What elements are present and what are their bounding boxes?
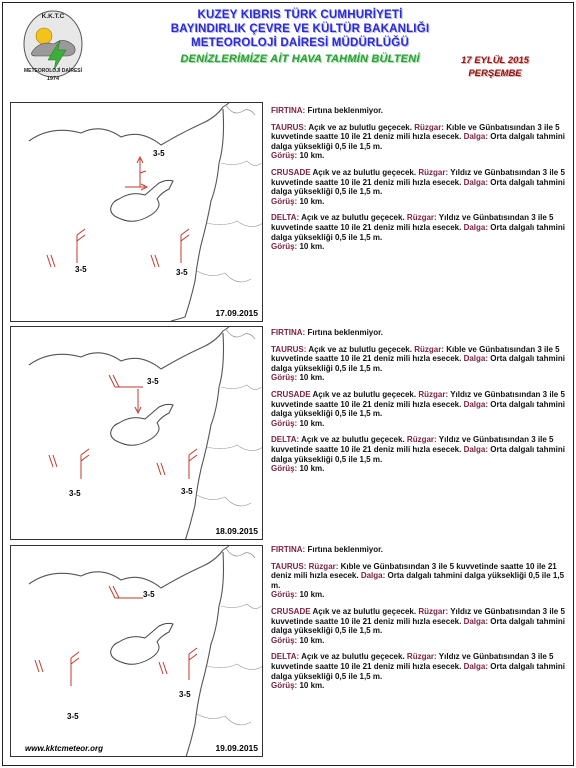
wind-barb [189, 648, 197, 654]
force-label-taurus: 3-5 [153, 149, 165, 158]
wind-label: Rüzgar: [414, 344, 444, 354]
wind-barb [163, 662, 167, 674]
taurus-wave: Orta dalgalı tahmini dalga yüksekliği 0,5 ile 1,5 m. [271, 132, 565, 151]
force-label-delta: 3-5 [181, 487, 193, 496]
crusade-forecast [271, 168, 567, 206]
wind-barb [181, 235, 189, 241]
storm-label: FIRTINA: [271, 106, 306, 115]
wave-label: Dalga: [463, 616, 489, 626]
header-line-ministry: BAYINDIRLIK ÇEVRE VE KÜLTÜR BAKANLIĞI [170, 23, 430, 35]
crusade-label: CRUSADE [271, 167, 311, 177]
visibility-label: Görüş: [271, 590, 298, 600]
crusade-wave: Orta dalgalı tahmini dalga yüksekliği 0,5 ile 1,5 m. [271, 616, 565, 636]
delta-wind: Yıldız ve Günbatısından 3 ile 5 kuvvetinde saatte 10 ile 21 deniz mili hızla esecek. [271, 435, 554, 454]
delta-weather: Açık ve az bulutlu geçecek. [301, 435, 405, 445]
crusade-wave: Orta dalgalı tahmini dalga yüksekliği 0,5 ile 1,5 m. [271, 177, 565, 197]
wind-label: Rüzgar: [418, 167, 449, 177]
crusade-visibility: 10 km. [299, 418, 325, 428]
taurus-weather: Açık ve az bulutlu geçecek. [308, 122, 412, 132]
logo-top-text: K.K.T.C [41, 13, 65, 20]
crusade-visibility: 10 km. [299, 635, 325, 645]
delta-wind: Yıldız ve Günbatısından 3 ile 5 kuvvetinde saatte 10 ile 21 deniz mili hızla esecek. [271, 652, 554, 671]
delta-wave: Orta dalgalı tahmini dalga yüksekliği 0,5 ile 1,5 m. [271, 222, 565, 242]
taurus-wind: Kıble ve Günbatısından 3 ile 5 kuvvetinde saatte 10 ile 21 deniz mili hızla esecek. [271, 344, 560, 364]
force-label-crusade: 3-5 [75, 265, 87, 274]
visibility-label: Görüş: [271, 196, 298, 206]
taurus-wind: Kıble ve Günbatısından 3 ile 5 kuvvetinde saatte 10 ile 21 deniz mili hızla esecek. [271, 122, 560, 142]
crusade-wave: Orta dalgalı tahmini dalga yüksekliği 0,5 ile 1,5 m. [271, 399, 565, 419]
wind-label: Rüzgar: [406, 435, 437, 445]
taurus-label: TAURUS: [271, 122, 307, 132]
taurus-label: TAURUS: [271, 344, 307, 354]
storm-label: FIRTINA: [271, 328, 306, 337]
crusade-visibility: 10 km. [299, 196, 325, 206]
logo-bottom-text: METEOROLOJİ DAİRESİ [23, 68, 83, 74]
wind-label: Rüzgar: [406, 652, 437, 662]
taurus-forecast [271, 123, 567, 161]
delta-weather: Açık ve az bulutlu geçecek. [301, 652, 405, 662]
force-label-taurus: 3-5 [143, 590, 155, 599]
forecast-map-day-2 [10, 326, 263, 540]
delta-label: DELTA: [271, 435, 300, 445]
crusade-label: CRUSADE [271, 389, 311, 399]
delta-forecast [271, 435, 567, 473]
wind-barb [189, 455, 197, 461]
map-date: 18.09.2015 [215, 526, 258, 536]
bulletin-weekday: PERŞEMBE [468, 68, 522, 79]
crusade-wind: Yıldız ve Günbatısından 3 ile 5 kuvvetinde saatte 10 ile 21 deniz mili hızla esecek. [271, 389, 565, 409]
delta-forecast [271, 213, 567, 251]
bulletin-title: DENİZLERİMİZE AİT HAVA TAHMİN BÜLTENİ [180, 53, 420, 65]
bulletin-date: 17 EYLÜL 2015 [461, 55, 529, 66]
delta-label: DELTA: [271, 213, 300, 223]
wave-label: Dalga: [360, 571, 386, 581]
delta-visibility: 10 km. [299, 464, 325, 474]
force-label-taurus: 3-5 [147, 377, 159, 386]
crusade-wind: Yıldız ve Günbatısından 3 ile 5 kuvvetinde saatte 10 ile 21 deniz mili hızla esecek. [271, 167, 565, 187]
force-label-crusade: 3-5 [69, 489, 81, 498]
forecast-text-day-1 [271, 106, 567, 259]
force-label-delta: 3-5 [176, 268, 188, 277]
wind-barb [161, 463, 165, 475]
delta-wind: Yıldız ve Günbatısından 3 ile 5 kuvvetinde saatte 10 ile 21 deniz mili hızla esecek. [271, 213, 554, 232]
crusade-wind: Yıldız ve Günbatısından 3 ile 5 kuvvetinde saatte 10 ile 21 deniz mili hızla esecek. [271, 606, 565, 626]
visibility-label: Görüş: [271, 681, 298, 691]
storm-forecast [271, 328, 567, 338]
delta-weather: Açık ve az bulutlu geçecek. [301, 213, 405, 223]
wind-barbs [11, 103, 263, 322]
visibility-label: Görüş: [271, 151, 298, 161]
taurus-wave: Orta dalgalı tahmini dalga yüksekliği 0,5 ile 1,5 m. [271, 354, 565, 373]
wind-label: Rüzgar: [418, 606, 449, 616]
taurus-visibility: 10 km. [299, 151, 325, 161]
visibility-label: Görüş: [271, 635, 298, 645]
force-label-delta: 3-5 [179, 690, 191, 699]
taurus-weather: Açık ve az bulutlu geçecek. [308, 344, 412, 354]
wind-label: Rüzgar: [308, 561, 339, 571]
visibility-label: Görüş: [271, 242, 298, 252]
wave-label: Dalga: [463, 399, 489, 409]
forecast-text-day-2 [271, 328, 567, 481]
wave-label: Dalga: [463, 354, 489, 364]
delta-wave: Orta dalgalı tahmini dalga yüksekliği 0,5 ile 1,5 m. [271, 444, 565, 464]
crusade-forecast [271, 607, 567, 645]
map-date: 17.09.2015 [215, 308, 258, 318]
crusade-forecast [271, 390, 567, 428]
wind-barb [47, 255, 51, 267]
wind-label: Rüzgar: [414, 122, 444, 132]
forecast-map-day-1 [10, 102, 263, 322]
logo-year: 1974 [46, 76, 60, 82]
wind-barb [53, 455, 57, 467]
taurus-label: TAURUS: [271, 561, 307, 571]
wind-barbs [11, 327, 263, 540]
taurus-wind: Kıble ve Günbatısından 3 ile 5 kuvvetinde saatte 10 ile 21 deniz mili hızla esecek. [271, 561, 557, 581]
wind-barb [155, 255, 159, 267]
visibility-label: Görüş: [271, 373, 298, 383]
wind-barb [81, 455, 89, 461]
taurus-forecast [271, 345, 567, 383]
wind-barb [35, 660, 39, 672]
header-line-directorate: METEOROLOJİ DAİRESİ MÜDÜRLÜĞÜ [191, 37, 409, 49]
wave-label: Dalga: [463, 444, 489, 454]
delta-forecast [271, 652, 567, 690]
header-line-republic: KUZEY KIBRIS TÜRK CUMHURİYETİ [197, 9, 403, 21]
wave-label: Dalga: [463, 132, 489, 142]
force-label-crusade: 3-5 [67, 712, 79, 721]
wave-label: Dalga: [463, 222, 489, 232]
storm-text: Fırtına beklenmiyor. [307, 106, 384, 115]
wind-barb [189, 449, 197, 455]
visibility-label: Görüş: [271, 418, 298, 428]
crusade-weather: Açık ve az bulutlu geçecek. [312, 389, 417, 399]
wind-barb [181, 229, 189, 235]
website-link[interactable]: www.kktcmeteor.org [25, 744, 103, 753]
wind-barb [51, 255, 55, 267]
delta-label: DELTA: [271, 652, 300, 662]
crusade-weather: Açık ve az bulutlu geçecek. [312, 167, 417, 177]
wind-barb [71, 652, 79, 658]
forecast-text-day-3 [271, 545, 567, 698]
storm-label: FIRTINA: [271, 545, 306, 554]
storm-text: Fırtına beklenmiyor. [307, 545, 384, 554]
taurus-visibility: 10 km. [299, 590, 325, 600]
map-date: 19.09.2015 [215, 743, 258, 753]
wave-label: Dalga: [463, 177, 489, 187]
wind-barb [39, 660, 43, 672]
delta-wave: Orta dalgalı tahmini dalga yüksekliği 0,5 ile 1,5 m. [271, 661, 565, 681]
wind-barbs [11, 546, 263, 757]
delta-visibility: 10 km. [299, 681, 325, 691]
wind-label: Rüzgar: [406, 213, 437, 223]
wind-label: Rüzgar: [418, 389, 449, 399]
wind-barb [159, 662, 163, 674]
storm-text: Fırtına beklenmiyor. [307, 328, 384, 337]
wind-barb [71, 658, 79, 664]
wind-barb [77, 229, 85, 235]
wind-barb [151, 255, 155, 267]
wind-barb [77, 235, 85, 241]
wind-barb [49, 455, 53, 467]
wind-barb [189, 654, 197, 660]
wind-barb [81, 449, 89, 455]
taurus-visibility: 10 km. [299, 373, 325, 383]
wave-label: Dalga: [463, 661, 489, 671]
storm-forecast [271, 545, 567, 555]
meteorology-logo [20, 8, 86, 86]
visibility-label: Görüş: [271, 464, 298, 474]
wind-barb [140, 171, 146, 173]
crusade-weather: Açık ve az bulutlu geçecek. [312, 606, 417, 616]
storm-forecast [271, 106, 567, 116]
forecast-map-day-3 [10, 545, 263, 757]
delta-visibility: 10 km. [299, 242, 325, 252]
taurus-forecast [271, 562, 567, 600]
wind-barb [157, 463, 161, 475]
crusade-label: CRUSADE [271, 606, 311, 616]
taurus-wave: Orta dalgalı tahmini dalga yüksekliği 0,5 ile 1,5 m. [271, 571, 565, 590]
